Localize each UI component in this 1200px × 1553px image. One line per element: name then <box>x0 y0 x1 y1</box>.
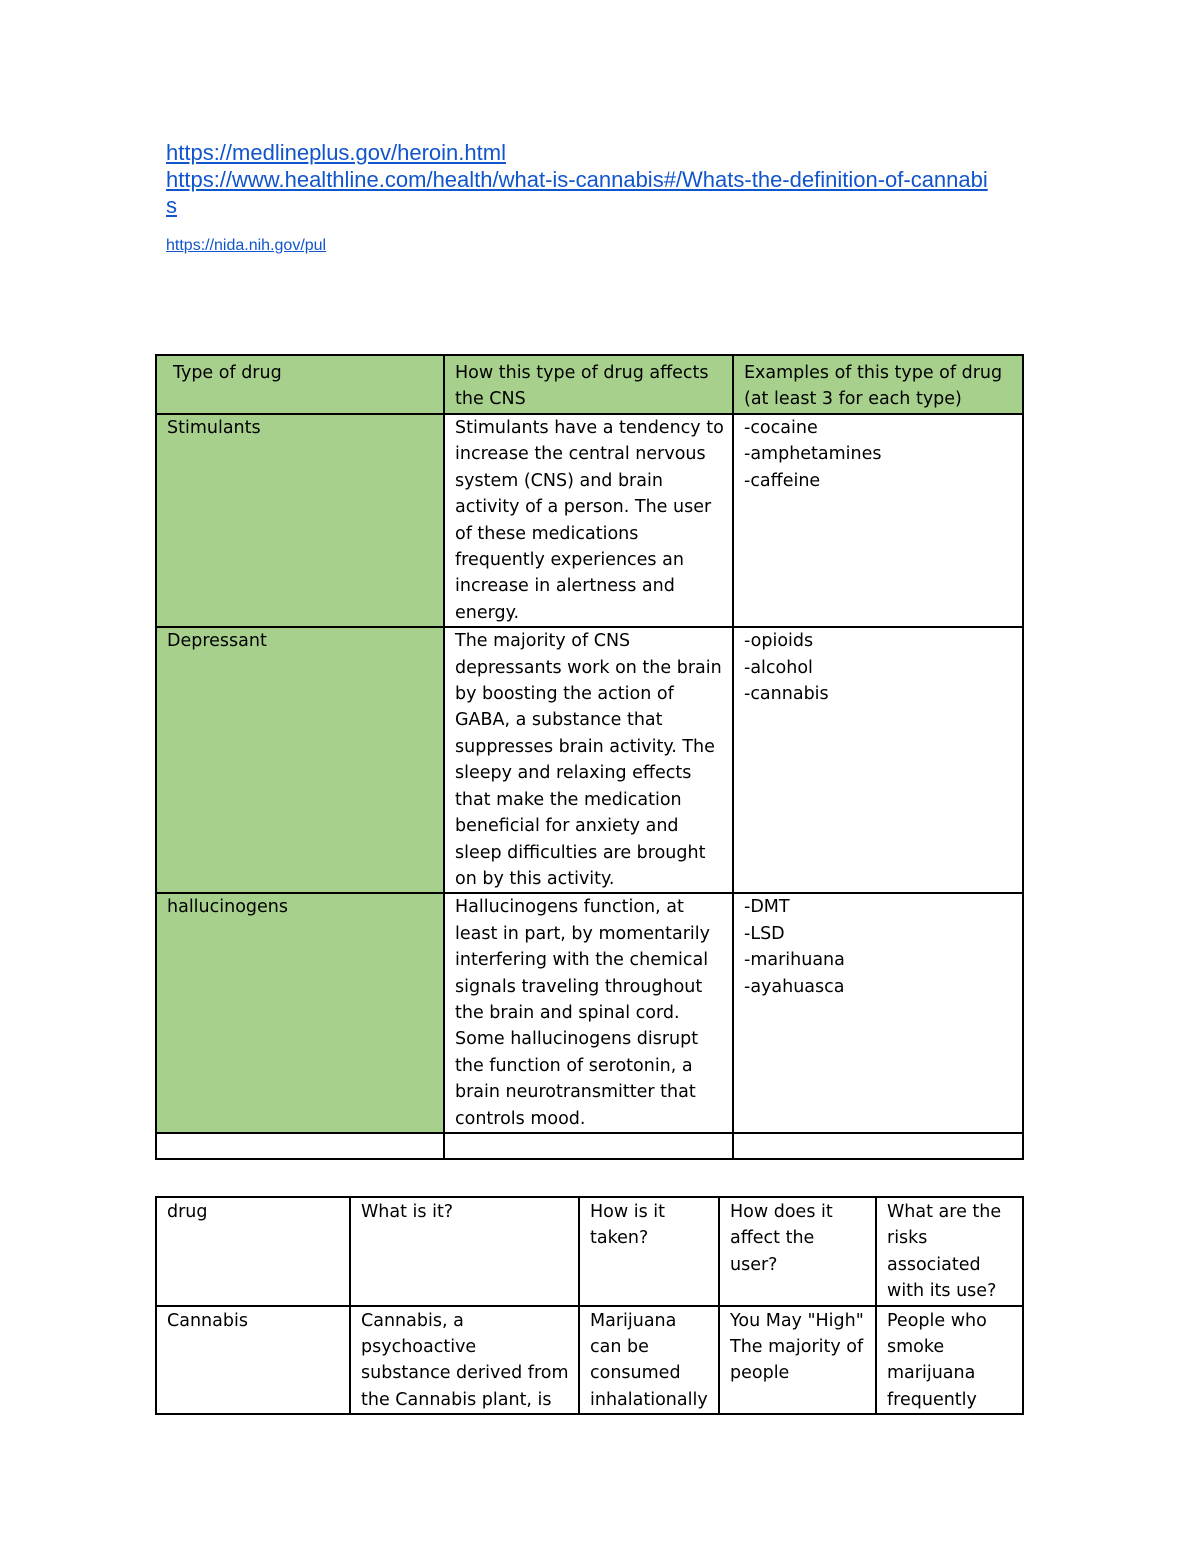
empty-table-row <box>156 1133 1023 1159</box>
examples-cell <box>733 893 1023 1133</box>
drug-type-cell: Depressant <box>156 627 444 893</box>
examples-cell <box>733 627 1023 893</box>
header-drug: drug <box>156 1197 350 1306</box>
empty-cell <box>156 1133 444 1159</box>
header-what-is-it: What is it? <box>350 1197 579 1306</box>
link-healthline[interactable]: https://www.healthline.com/health/what-is-cannabis#/Whats-the-definition-of-cannabis <box>166 166 988 218</box>
affect-cell: You May "High" The majority of people <box>719 1306 876 1415</box>
drug-info-table <box>155 1196 1024 1415</box>
example-item: -amphetamines <box>744 444 882 465</box>
risks-cell: People who smoke marijuana frequently <box>876 1306 1023 1415</box>
drug-cell: Cannabis <box>156 1306 350 1415</box>
reference-links <box>166 140 996 256</box>
table-row <box>156 1306 1023 1415</box>
drug-type-cell: Stimulants <box>156 414 444 627</box>
examples-cell <box>733 414 1023 627</box>
example-item: -cocaine <box>744 418 818 438</box>
effect-cell: Stimulants have a tendency to increase the central nervous system (CNS) and brain activity of a person. The user of these medications frequently experiences an increase in alertness and energy. <box>444 414 733 627</box>
table-row <box>156 893 1023 1133</box>
effect-cell: Hallucinogens function, at least in part, by momentarily interfering with the chemical signals traveling throughout the brain and spinal cord. Some hallucinogens disrupt the function of serotonin, a brain neurotransmitter that controls mood. <box>444 893 733 1133</box>
header-examples: Examples of this type of drug (at least 3 for each type) <box>733 355 1023 414</box>
table-header-row <box>156 1197 1023 1306</box>
link-medlineplus[interactable]: https://medlineplus.gov/heroin.html <box>166 140 506 165</box>
empty-cell <box>444 1133 733 1159</box>
header-cns-effect: How this type of drug affects the CNS <box>444 355 733 414</box>
how-taken-cell: Marijuana can be consumed inhalationally <box>579 1306 719 1415</box>
example-item: -alcohol <box>744 657 813 678</box>
link-nida[interactable]: https://nida.nih.gov/pul <box>166 236 327 254</box>
header-how-taken: How is it taken? <box>579 1197 719 1306</box>
example-item: -ayahuasca <box>744 976 845 997</box>
header-affect-user: How does it affect the user? <box>719 1197 876 1306</box>
example-item: -marihuana <box>744 950 845 971</box>
example-item: -caffeine <box>744 470 821 491</box>
empty-cell <box>733 1133 1023 1159</box>
example-item: -opioids <box>744 631 814 652</box>
header-risks: What are the risks associated with its use? <box>876 1197 1023 1306</box>
header-type-of-drug: Type of drug <box>156 355 444 414</box>
example-item: -cannabis <box>744 684 829 705</box>
table-header-row <box>156 355 1023 414</box>
example-item: -DMT <box>744 897 790 918</box>
drug-type-cell: hallucinogens <box>156 893 444 1133</box>
drug-types-table <box>155 354 1024 1160</box>
example-item: -LSD <box>744 923 785 944</box>
effect-cell: The majority of CNS depressants work on the brain by boosting the action of GABA, a substance that suppresses brain activity. The sleepy and relaxing effects that make the medication beneficial for anxiety and sleep difficulties are brought on by this activity. <box>444 627 733 893</box>
what-cell: Cannabis, a psychoactive substance derived from the Cannabis plant, is <box>350 1306 579 1415</box>
table-row <box>156 627 1023 893</box>
table-row <box>156 414 1023 627</box>
